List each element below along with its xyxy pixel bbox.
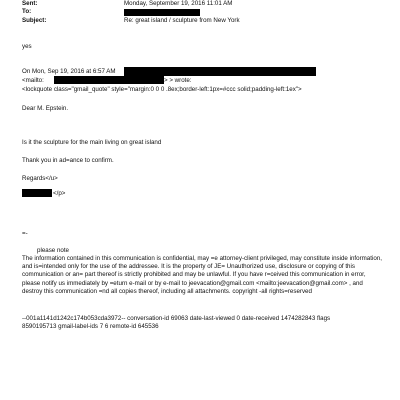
subject-label: Subject: (22, 17, 47, 24)
question-text: Is it the sculpture for the main living on great island (22, 139, 162, 146)
regards-text: Regards</u> (22, 175, 58, 182)
quote-intro-line-2a: <mailto: (22, 77, 44, 84)
message-metadata: --001a1141d1242c174b053cda3972-- conversation-id 69063 date-last-viewed 0 date-received 1474282843 flags 8590195713 gmail-label-ids 7 6 remote-id 645536 (22, 315, 331, 331)
disclaimer-text: The information contained in this communication is confidential, may =e attorney-client privileged, may constitute inside information, and is=intended only for the use of the addressee. It is the property of JE= Unauthorized use, disclosure or copying of this communication or an= part thereof is strictly prohibited and may be unlawful. If you have r=ceived this communication in error, please notify us immediately by =eturn e-mail or by e-mail to jeevacation@gmail.com <mailto:jeevacation@gmail.com> , and destroy this communication =nd all copies thereof, including all attachments. copyright -all rights=reserved (22, 255, 382, 295)
sender-redaction-2 (54, 76, 164, 84)
sent-label: Sent: (22, 0, 38, 7)
quote-intro-line-1: On Mon, Sep 19, 2016 at 6:57 AM (22, 68, 116, 75)
to-label: To: (22, 8, 32, 15)
sent-value: Monday, September 19, 2016 11:01 AM (124, 0, 233, 7)
quote-style-line: <lockquote class="gmail_quote" style="margin:0 0 0 .8ex;border-left:1px=#ccc solid;padding-left:1ex"> (22, 86, 302, 93)
separator-dash: =- (22, 230, 28, 237)
greeting-text: Dear M. Epstein. (22, 105, 69, 112)
sender-redaction-1 (124, 67, 316, 76)
signature-tail: </p> (53, 190, 66, 197)
to-redaction (124, 9, 200, 16)
thanks-text: Thank you in ad=ance to confirm. (22, 157, 114, 164)
please-note-text: please note (37, 247, 69, 254)
quote-intro-line-2b: > > wrote: (164, 77, 192, 84)
reply-text: yes (22, 43, 32, 50)
signature-redaction (22, 189, 52, 197)
subject-value: Re: great island / sculpture from New York (124, 17, 240, 24)
